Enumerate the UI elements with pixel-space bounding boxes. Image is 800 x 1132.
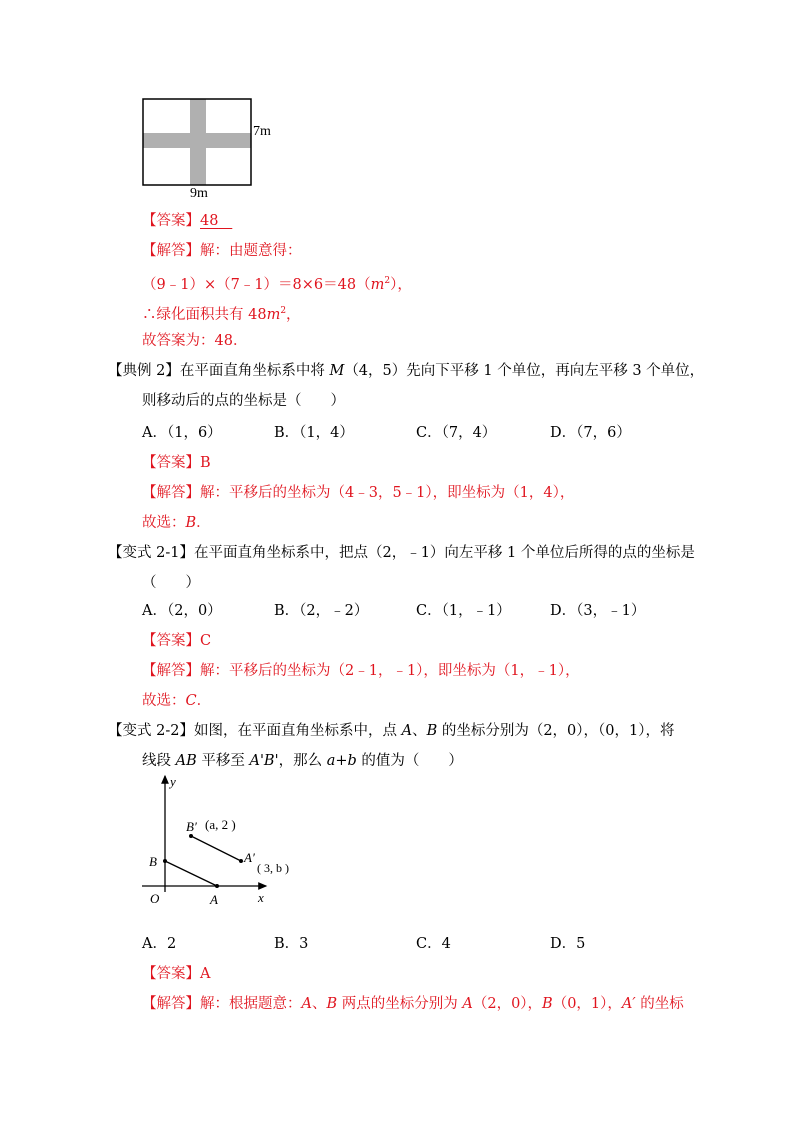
label-a: A (210, 892, 218, 907)
ex4-option-c: C．4 (416, 936, 451, 952)
ex3-option-d: D．（3，﹣1） (550, 603, 646, 619)
ex1-calc: $(9﹣1)\times(7﹣1)=8\times 6=48(m^2)$， (142, 276, 412, 293)
label-b-prime: B′ (186, 819, 197, 834)
segment-ab-prime (191, 836, 241, 861)
ex2-tag: 【典例 2】 (108, 363, 180, 379)
coordinate-figure (140, 772, 290, 912)
point-a (215, 884, 219, 888)
ex3-option-b: B．（2，﹣2） (274, 603, 369, 619)
label-9m: 9m (190, 186, 208, 201)
vertical-strip (190, 99, 206, 185)
point-a-prime (239, 859, 243, 863)
ex2-final: 故选：B． (142, 515, 211, 531)
label-y: y (170, 774, 176, 789)
label-a-prime: A′ (244, 850, 255, 865)
segment-ab (165, 861, 217, 886)
ex2-option-a: A．（1，6） (142, 425, 222, 441)
label-o: O (150, 891, 160, 906)
ex4-solution: 【解答】解：根据题意：A、B 两点的坐标分别为 A（2，0），B（0，1），A′ 的坐标 (142, 996, 684, 1012)
coordinate-drawing (140, 772, 290, 912)
ex2-question-line1: 【典例 2】在平面直角坐标系中将 M（4，5）先向下平移 1 个单位，再向左平移 3 个单位， (108, 363, 705, 379)
ex2-answer-line: 【答案】B (142, 455, 211, 471)
ex3-question-line1: 【变式 2-1】在平面直角坐标系中，把点（2，﹣1）向左平移 1 个单位后所得的点的坐标是 (108, 545, 695, 561)
ex4-option-a: A．2 (142, 936, 177, 952)
ex3-option-c: C．（1，﹣1） (416, 603, 511, 619)
ex2-option-b: B．（1，4） (274, 425, 354, 441)
ex1-therefore: ∴绿化面积共有 $48m^2$， (142, 306, 301, 323)
ex2-option-c: C．（7，4） (416, 425, 497, 441)
point-b (163, 859, 167, 863)
ex4-option-b: B．3 (274, 936, 309, 952)
ex1-answer: 48 (200, 213, 219, 229)
ex3-question-line2: （ ） (142, 575, 200, 591)
point-b-prime (189, 834, 193, 838)
label-b: B (149, 854, 157, 869)
ex3-answer: C (200, 633, 212, 649)
ex1-answer-line: 【答案】48 (142, 213, 219, 229)
ex2-option-d: D．（7，6） (550, 425, 631, 441)
ex4-question-line2: 线段 AB 平移至 A'B'，那么 a+b 的值为（ ） (142, 753, 463, 769)
rectangle-cross-drawing (142, 98, 282, 188)
label-b-prime-coord: (a, 2 ) (205, 817, 236, 832)
ex3-tag: 【变式 2-1】 (108, 545, 194, 561)
ex4-answer-line: 【答案】A (142, 966, 211, 982)
figure-rectangle (142, 98, 282, 188)
label-x: x (258, 890, 264, 905)
ex4-answer: A (200, 966, 211, 982)
ex3-option-a: A．（2，0） (142, 603, 222, 619)
ex2-question-line2: 则移动后的点的坐标是（ ） (142, 393, 345, 409)
ex1-final: 故答案为：48． (142, 333, 248, 349)
label-7m: 7m (253, 124, 271, 139)
ex4-question-line1: 【变式 2-2】如图，在平面直角坐标系中，点 A、B 的坐标分别为（2，0），（0，1），将 (108, 723, 675, 739)
ex2-solution: 【解答】解：平移后的坐标为（4﹣3，5﹣1），即坐标为（1，4）， (142, 485, 575, 501)
ex4-option-d: D．5 (550, 936, 586, 952)
ex3-final: 故选：C． (142, 693, 212, 709)
ex4-tag: 【变式 2-2】 (108, 723, 194, 739)
ex1-solution-intro: 【解答】解：由题意得： (142, 243, 302, 259)
label-a-prime-coord: ( 3, b ) (257, 861, 289, 875)
ex3-solution: 【解答】解：平移后的坐标为（2﹣1，﹣1），即坐标为（1，﹣1）， (142, 663, 580, 679)
ex3-answer-line: 【答案】C (142, 633, 212, 649)
ex2-answer: B (200, 455, 211, 471)
